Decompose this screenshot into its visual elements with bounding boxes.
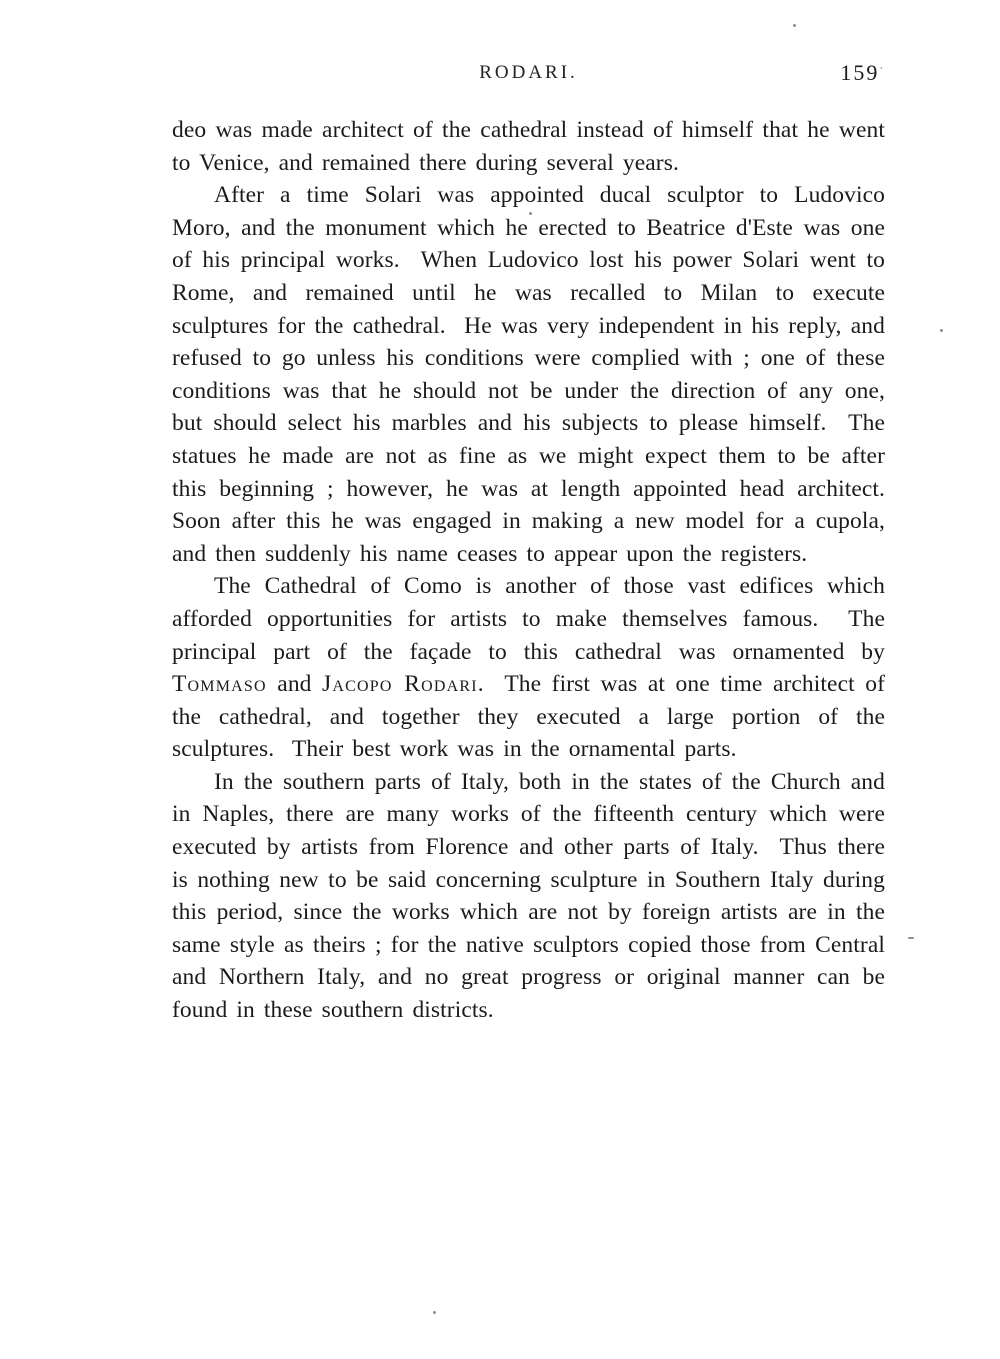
scan-speckle (529, 212, 532, 215)
paragraph-4 (172, 766, 895, 1027)
page-number (840, 60, 885, 86)
scan-speckle (940, 329, 943, 332)
scan-speckle (433, 1311, 436, 1314)
paragraph-3 (172, 570, 895, 766)
page-number-value: 159 (840, 60, 880, 85)
paragraph-1 (172, 114, 895, 179)
paragraph-3-text: and (266, 671, 323, 698)
paragraph-2 (172, 179, 904, 570)
scan-speckle (908, 937, 914, 939)
page-header (172, 60, 885, 94)
running-title: RODARI. (479, 62, 578, 83)
paragraph-1-text: deo was made architect of the cathedral instead of himself that he went to Venice, and remained there during several years. (172, 117, 895, 176)
scan-speckle (793, 24, 796, 27)
paragraph-3-text: . The first was at one time architect of the cathedral, and together they executed a large portion of the sculptures. Their best work was in the ornamental parts. (172, 671, 895, 763)
artist-name-jacopo-rodari: Jacopo Rodari (322, 671, 478, 698)
paragraph-3-text: The Cathedral of Como is another of those vast edifices which afforded opportunities for artists to make themselves famous. The principal part of the façade to this cathedral was ornamented by (172, 573, 895, 665)
paragraph-2-text: After a time Solari was appointed ducal sculptor to Ludovico Moro, and the monument which he erected to Beatrice d'Este was one of his principal works. When Ludovico lost his power Solari went to Rome, and remained until he was recalled to Milan to execute sculptures for the cathedral. He was very independent in his reply, and refused to go unless his conditions were complied with ; one of these conditions was that he should not be under the direction of any one, but should select his marbles and his subjects to please himself. The statues he made are not as fine as we might expect them to be after this beginning ; however, he was at length appointed head architect. Soon after this he was engaged in making a new model for a cupola, and then suddenly his name ceases to appear upon the registers. (172, 182, 904, 567)
artist-name-tommaso: Tommaso (172, 671, 267, 698)
scan-speckle: · (879, 62, 885, 75)
body-text (172, 114, 904, 1027)
paragraph-4-text: In the southern parts of Italy, both in the states of the Church and in Naples, there are many works of the fifteenth century which were executed by artists from Florence and other parts of Italy. Thus there is nothing new to be said concerning sculpture in Southern Italy during this period, since the works which are not by foreign artists are in the same style as theirs ; for the native sculptors copied those from Central and Northern Italy, and no great progress or original manner can be found in these southern districts. (172, 768, 895, 1024)
